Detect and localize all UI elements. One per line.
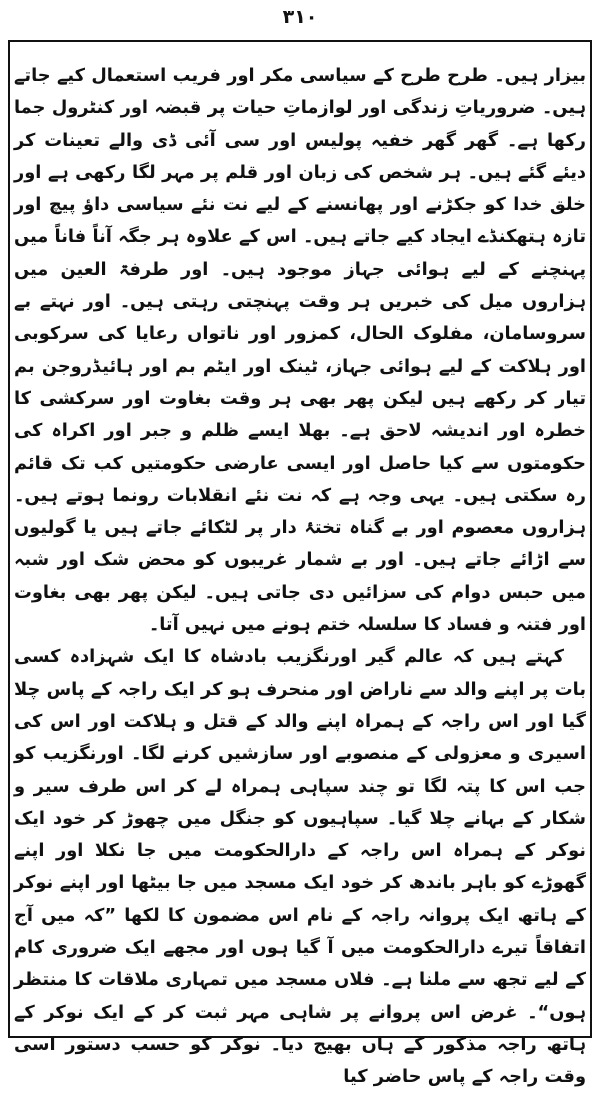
paragraph-2: کہتے ہیں کہ عالم گیر اورنگزیب بادشاہ کا ایک شہزادہ کسی بات پر اپنے والد سے ناراض اور منحرف ہو کر ایک راجہ کے پاس چلا گیا اور اس راجہ کے ہمراہ اپنے والد کے قتل و ہلاکت اور اس کی اسیری و معزولی کے منصوبے اور سازشیں کرنے لگا۔ اورنگزیب کو جب اس کا پتہ لگا تو چند سپاہی ہمراہ لے کر اس طرف سیر و شکار کے بہانے چلا گیا۔ سپاہیوں کو جنگل میں چھوڑ کر خود ایک نوکر کے ہمراہ اس راجہ کے دارالحکومت میں جا نکلا اور اپنے گھوڑے کو باہر باندھ کر خود ایک مسجد میں جا بیٹھا اور اپنے نوکر کے ہاتھ ایک پروانہ راجہ کے نام اس مضمون کا لکھا ”کہ میں آج اتفاقاً تیرے دارالحکومت میں آ گیا ہوں اور مجھے ایک ضروری کام کے لیے تجھ سے ملنا ہے۔ فلاں مسجد میں تمہاری ملاقات کا منتظر ہوں“۔ غرض اس پروانے پر شاہی مہر ثبت کر کے ایک نوکر کے ہاتھ راجہ مذکور کے ہاں بھیج دیا۔ نوکر کو حسب دستور اسی وقت راجہ کے پاس حاضر کیا — [14, 646, 586, 1088]
page-number: ۳۱۰ — [282, 6, 318, 28]
paragraph-1: بیزار ہیں۔ طرح طرح کے سیاسی مکر اور فریب استعمال کیے جاتے ہیں۔ ضروریاتِ زندگی اور لوازماتِ حیات پر قبضہ اور کنٹرول جما رکھا ہے۔ گھر گھر خفیہ پولیس اور سی آئی ڈی والے تعینات کر دیئے گئے ہیں۔ ہر شخص کی زبان اور قلم پر مہر لگا رکھی ہے اور خلق خدا کو جکڑنے اور پھانسنے کے لیے نت نئے سیاسی داؤ پیچ اور تازہ ہتھکنڈے ایجاد کیے جاتے ہیں۔ اس کے علاوہ ہر جگہ آناً فاناً میں پہنچنے کے لیے ہوائی جہاز موجود ہیں۔ اور طرفۃ العین میں ہزاروں میل کی خبریں ہر وقت پہنچتی رہتی ہیں۔ اور نہتے بے سروسامان، مفلوک الحال، کمزور اور ناتواں رعایا کی سرکوبی اور ہلاکت کے لیے ہوائی جہاز، ٹینک اور ایٹم بم اور ہائیڈروجن بم تیار کر رکھے ہیں لیکن پھر بھی ہر وقت بغاوت اور سرکشی کا خطرہ اور اندیشہ لاحق ہے۔ بھلا ایسے ظلم و جبر اور اکراہ کی حکومتوں سے کیا حاصل اور ایسی عارضی حکومتیں کب تک قائم رہ سکتی ہیں۔ یہی وجہ ہے کہ نت نئے انقلابات رونما ہوتے ہیں۔ ہزاروں معصوم اور بے گناہ تختۂ دار پر لٹکائے جاتے ہیں یا گولیوں سے اڑائے جاتے ہیں۔ اور بے شمار غریبوں کو محض شک اور شبہ میں حبس دوام کی سزائیں دی جاتی ہیں۔ لیکن پھر بھی بغاوت اور فتنہ و فساد کا سلسلہ ختم ہونے میں نہیں آتا۔ — [14, 65, 586, 636]
body-text — [14, 60, 586, 1094]
